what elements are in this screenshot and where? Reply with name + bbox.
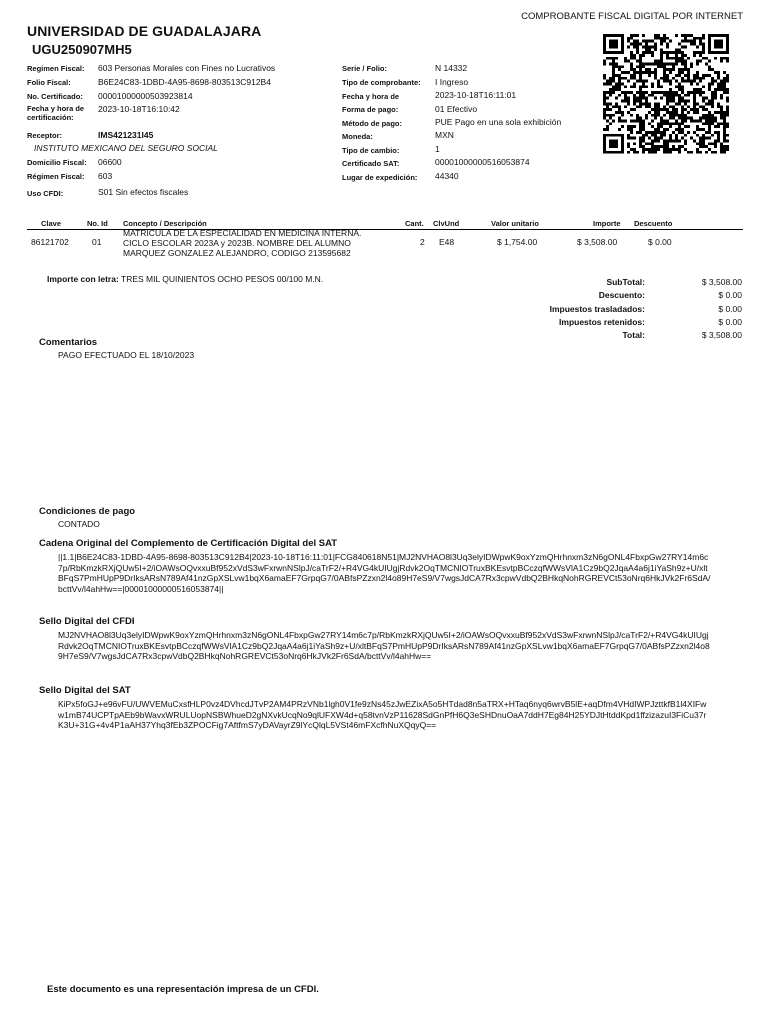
col-header-concepto: Concepto / Descripción <box>123 219 207 228</box>
descuento-total-value: $ 0.00 <box>718 290 742 300</box>
comentarios-text: PAGO EFECTUADO EL 18/10/2023 <box>58 350 195 360</box>
sello-cfdi-text: MJ2NVHAO8l3Uq3elyIDWpwK9oxYzmQHrhnxm3zN6gONL4FbxpGw27RY14m6c7p/RbKmzkRXjQUw5I+2/iOAWsOQvxxuBf952xVdS3wFxrwnNSlpJ/caTrF2/+R4VG4kUIUgjRdvk2OqTMCNIOTruxBKEsvtpBCczqfWWsVlA1Cz9bQ2JqaA4a6j1iYaSh9z+U/xltBFqS7PmHUpP9DrIksARsN789Af41nzGpXSLvw1bqX6amaEF7GrpqG7/0ABfsPZzxn2l4o89H7eS9/V7wgsJdCA7Rx3cpwVdbQ2BHkqNohRGREVCt53oNrq6HkJVk2Fr6SdA/bcttVv/l4ahHw== <box>58 630 710 661</box>
row-clave: 86121702 <box>31 237 69 247</box>
row-descuento: $ 0.00 <box>648 237 672 247</box>
impuestos-trasladados-value: $ 0.00 <box>718 304 742 314</box>
row-concepto-line-2: CICLO ESCOLAR 2023A y 2023B. NOMBRE DEL ALUMNO <box>123 238 351 248</box>
col-header-clvund: ClvUnd <box>433 219 460 228</box>
importe-letra-value: TRES MIL QUINIENTOS OCHO PESOS 00/100 M.N. <box>121 274 324 284</box>
sello-sat-text: KiPx5foGJ+e96vFU/UWVEMuCxsfHLP0vz4DVhcdJTvP2AM4PRzVNb1lgh0V1fe9zNs45zJwEZixA5o5HTdad8n5aTRX+HTaq6nyq6wrvB5lE+aqDfm4VHdIWPJzttkfB1l4XIFww1mB74UCPTpAEb9bWavxWRULUopNSBWhueD2gNXvkUcqNo9qlUFXW4d+q58tvnVzP11628SdGnPfH6Q3eSHDnuOaA7ddH7Eg84H25YDJtHtddKpd1ffzizazuI3FiCu37rK3U+31G+4v4P1aAH37Yhq3fEb3ZPOCFig7AftfmS7yDAVayrZ9lYcQlqL5VSt46mFXcfhNuXQqyQ== <box>58 699 707 730</box>
total-label: Total: <box>622 330 645 340</box>
no-certificado-value: 00001000000503923814 <box>98 91 193 101</box>
importe-letra <box>47 274 323 284</box>
cadena-original-title: Cadena Original del Complemento de Certificación Digital del SAT <box>39 538 338 549</box>
fecha-hora-value: 2023-10-18T16:11:01 <box>435 90 517 100</box>
moneda-label: Moneda: <box>342 132 373 141</box>
fecha-certificacion-label: Fecha y hora de certificación: <box>27 104 85 122</box>
col-header-valor-unitario: Valor unitario <box>491 219 539 228</box>
regimen-fiscal-label: Regimen Fiscal: <box>27 64 85 73</box>
document-type-title: COMPROBANTE FISCAL DIGITAL POR INTERNET <box>521 11 743 22</box>
forma-pago-label: Forma de pago: <box>342 105 399 114</box>
tipo-cambio-value: 1 <box>435 144 440 154</box>
row-concepto-line-1: MATRICULA DE LA ESPECIALIDAD EN MEDICINA INTERNA. <box>123 228 362 238</box>
row-valor-unitario: $ 1,754.00 <box>497 237 538 247</box>
qr-code <box>603 34 729 154</box>
row-no-id: 01 <box>92 237 102 247</box>
col-header-importe: Importe <box>593 219 621 228</box>
importe-letra-label: Importe con letra: <box>47 274 119 284</box>
row-clvund: E48 <box>439 237 455 247</box>
certificado-sat-label: Certificado SAT: <box>342 159 400 168</box>
descuento-total-label: Descuento: <box>598 290 645 300</box>
uso-cfdi-value: S01 Sin efectos fiscales <box>98 187 189 197</box>
receptor-regimen-value: 603 <box>98 171 113 181</box>
no-certificado-label: No. Certificado: <box>27 92 83 101</box>
forma-pago-value: 01 Efectivo <box>435 104 478 114</box>
receptor-label: Receptor: <box>27 131 63 140</box>
sello-cfdi-title: Sello Digital del CFDI <box>39 616 135 627</box>
folio-fiscal-value: B6E24C83-1DBD-4A95-8698-803513C912B4 <box>98 77 271 87</box>
col-header-no-id: No. Id <box>87 219 108 228</box>
row-concepto-line-3: MARQUEZ GONZALEZ ALEJANDRO, CODIGO 213595682 <box>123 248 351 258</box>
folio-fiscal-label: Folio Fiscal: <box>27 78 71 87</box>
impuestos-retenidos-value: $ 0.00 <box>718 317 742 327</box>
regimen-fiscal-value: 603 Personas Morales con Fines no Lucrativos <box>98 63 276 73</box>
fecha-certificacion-value: 2023-10-18T16:10:42 <box>98 104 180 114</box>
sello-sat-title: Sello Digital del SAT <box>39 685 131 696</box>
lugar-expedicion-label: Lugar de expedición: <box>342 173 418 182</box>
certificado-sat-value: 00001000000516053874 <box>435 157 530 167</box>
condiciones-title: Condiciones de pago <box>39 506 136 517</box>
col-header-clave: Clave <box>41 219 62 228</box>
col-header-descuento: Descuento <box>634 219 673 228</box>
total-value: $ 3,508.00 <box>701 330 742 340</box>
issuer-rfc: UGU250907MH5 <box>32 42 132 57</box>
subtotal-label: SubTotal: <box>606 277 645 287</box>
tipo-comprobante-label: Tipo de comprobante: <box>342 78 421 87</box>
lugar-expedicion-value: 44340 <box>435 171 459 181</box>
footer-note: Este documento es una representación impresa de un CFDI. <box>47 984 319 995</box>
fecha-hora-label: Fecha y hora de <box>342 92 400 101</box>
row-cant: 2 <box>420 237 425 247</box>
moneda-value: MXN <box>435 130 454 140</box>
metodo-pago-value: PUE Pago en una sola exhibición <box>435 117 562 127</box>
receptor-name: INSTITUTO MEXICANO DEL SEGURO SOCIAL <box>34 143 218 153</box>
domicilio-fiscal-label: Domicilio Fiscal: <box>27 158 87 167</box>
serie-folio-label: Serie / Folio: <box>342 64 388 73</box>
domicilio-fiscal-value: 06600 <box>98 157 122 167</box>
tipo-cambio-label: Tipo de cambio: <box>342 146 400 155</box>
metodo-pago-label: Método de pago: <box>342 119 402 128</box>
impuestos-trasladados-label: Impuestos trasladados: <box>549 304 645 314</box>
cadena-original-text: ||1.1|B6E24C83-1DBD-4A95-8698-803513C912B4|2023-10-18T16:11:01|FCG840618N51|MJ2NVHAO8l3Uq3elyIDWpwK9oxYzmQHrhnxm3zN6gONL4FbxpGw27RY14m6c7p/RbKmzkRXjQUw5I+2/iOAWsOQvxxuBf952xVdS3wFxrwnNSlpJ/caTrF2/+R4VG4kUIUgjRdvk2OqTMCNIOTruxBKEsvtpBCczqfWWsVlA1Cz9bQ2JqaA4a6j1iYaSh9z+U/xltBFqS7PmHUpP9DrIksARsN789Af41nzGpXSLvw1bqX6amaEF7GrpqG7/0ABfsPZzxn2l4o89H7eS9/V7wgsJdCA7Rx3cpwVdbQ2BHkqNohRGREVCt53oNrq6HkJVk2Fr6SdA/bcttVv/l4ahHw==|00001000000516053874|| <box>58 552 711 594</box>
receptor-rfc: IMS421231I45 <box>98 130 154 140</box>
subtotal-value: $ 3,508.00 <box>701 277 742 287</box>
col-header-cant: Cant. <box>405 219 424 228</box>
serie-folio-value: N 14332 <box>435 63 468 73</box>
uso-cfdi-label: Uso CFDI: <box>27 189 64 198</box>
issuer-name: UNIVERSIDAD DE GUADALAJARA <box>27 23 262 39</box>
receptor-regimen-label: Régimen Fiscal: <box>27 172 85 181</box>
impuestos-retenidos-label: Impuestos retenidos: <box>559 317 645 327</box>
row-importe: $ 3,508.00 <box>577 237 618 247</box>
condiciones-text: CONTADO <box>58 519 100 529</box>
comentarios-title: Comentarios <box>39 337 98 348</box>
tipo-comprobante-value: I Ingreso <box>435 77 469 87</box>
